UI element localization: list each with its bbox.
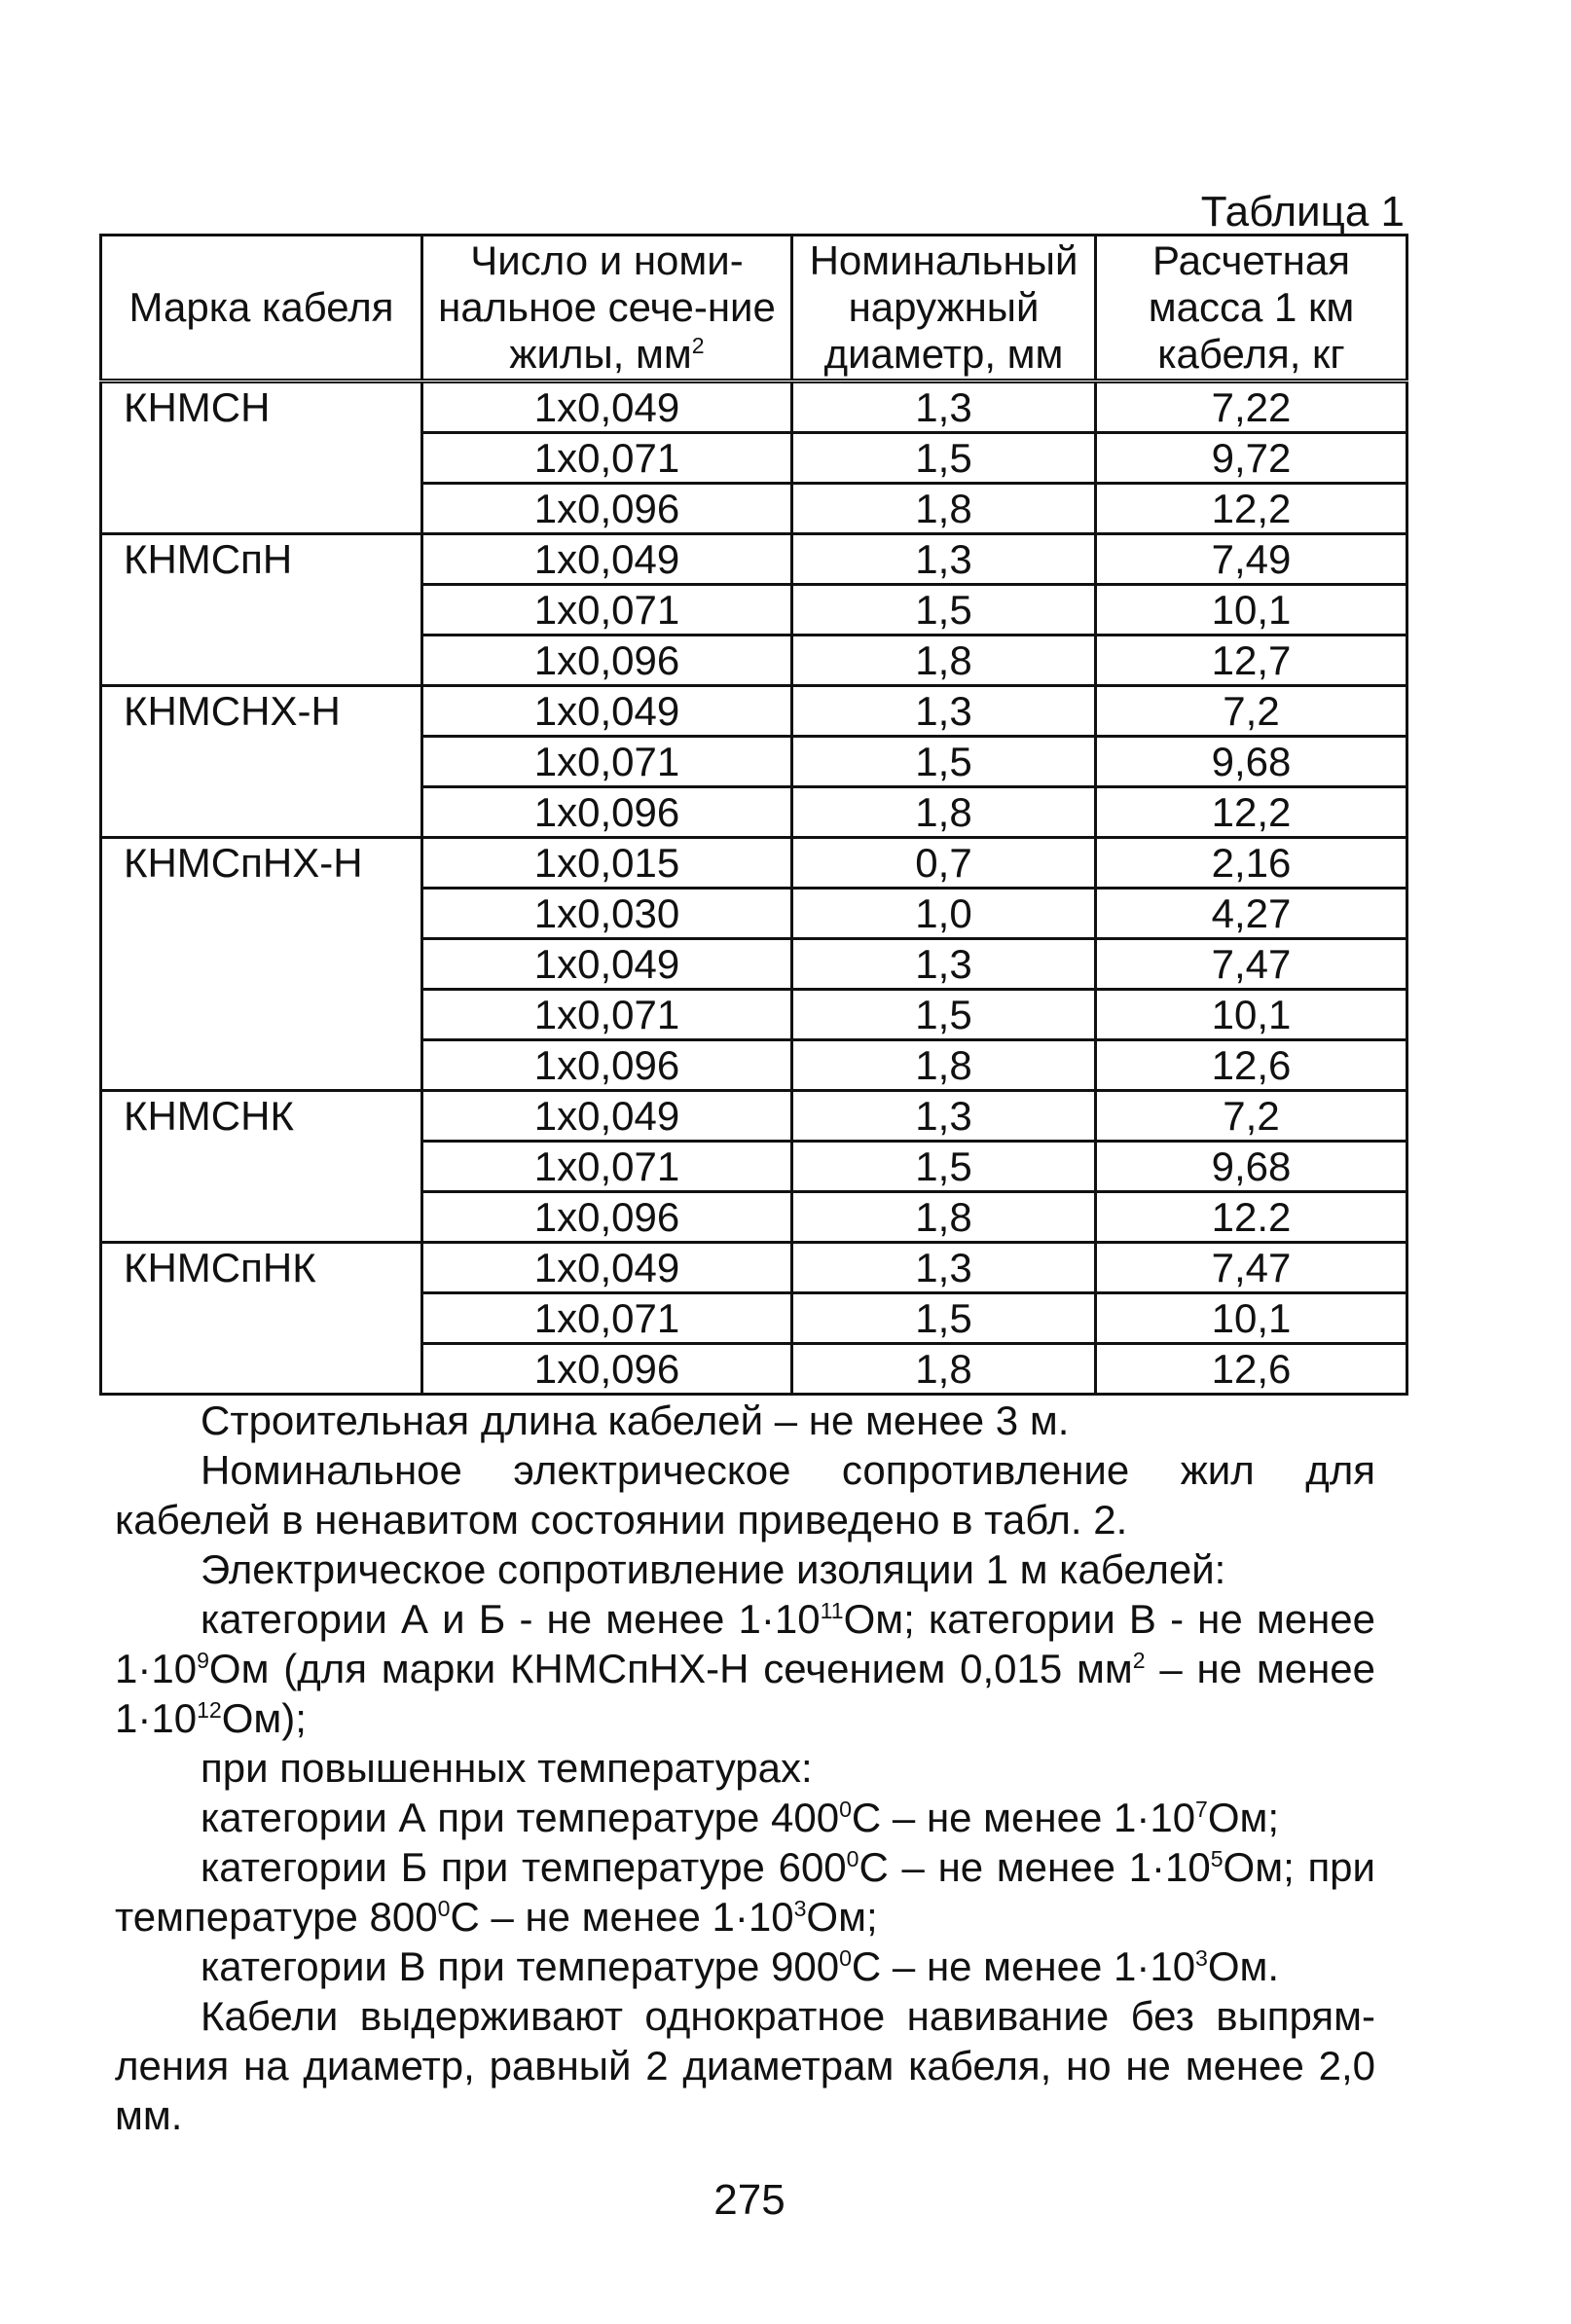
mass-cell: 10,1 xyxy=(1096,990,1407,1040)
diameter-cell: 1,8 xyxy=(792,1192,1096,1243)
diameter-cell: 1,8 xyxy=(792,787,1096,838)
text-paragraph xyxy=(115,1594,1375,1743)
cable-brand-cell: КНМСНК xyxy=(101,1091,422,1243)
mass-cell: 7,47 xyxy=(1096,939,1407,990)
diameter-cell: 1,8 xyxy=(792,635,1096,686)
mass-cell: 12,6 xyxy=(1096,1040,1407,1091)
body-text xyxy=(115,1396,1375,2140)
superscript: 3 xyxy=(1195,1945,1208,1971)
cross-section-cell: 1х0,071 xyxy=(422,1293,792,1344)
table-row xyxy=(101,381,1407,433)
mass-cell: 7,47 xyxy=(1096,1243,1407,1293)
cross-section-cell: 1х0,049 xyxy=(422,534,792,585)
diameter-cell: 1,3 xyxy=(792,686,1096,737)
mass-cell: 12.2 xyxy=(1096,1192,1407,1243)
cross-section-cell: 1х0,071 xyxy=(422,1142,792,1192)
mass-cell: 7,49 xyxy=(1096,534,1407,585)
text-run: С – не менее 1·10 xyxy=(450,1894,794,1940)
diameter-cell: 1,8 xyxy=(792,484,1096,534)
cross-section-cell: 1х0,015 xyxy=(422,838,792,889)
text-run: Ом; категории В - не менее 1·10 xyxy=(115,1596,1376,1691)
text-run: С – не менее 1·10 xyxy=(859,1844,1211,1890)
text-run: категории Б при температуре 600 xyxy=(201,1844,847,1890)
table-body xyxy=(101,381,1407,1395)
mass-cell: 7,22 xyxy=(1096,381,1407,433)
text-run: Ом; при температуре 800 xyxy=(115,1844,1376,1940)
diameter-cell: 1,3 xyxy=(792,534,1096,585)
diameter-cell: 1,5 xyxy=(792,433,1096,484)
header-mass: Расчетная масса 1 км кабеля, кг xyxy=(1096,236,1407,381)
cross-section-cell: 1х0,096 xyxy=(422,1040,792,1091)
table-caption: Таблица 1 xyxy=(1200,188,1405,236)
text-paragraph xyxy=(115,1991,1375,2140)
table-header-row xyxy=(101,236,1407,381)
mass-cell: 12,2 xyxy=(1096,484,1407,534)
cable-table xyxy=(99,234,1408,1396)
mass-cell: 2,16 xyxy=(1096,838,1407,889)
text-paragraph xyxy=(115,1842,1375,1942)
cross-section-cell: 1х0,071 xyxy=(422,585,792,635)
mass-cell: 12,6 xyxy=(1096,1344,1407,1395)
text-run: Номинальное электрическое сопротивление жил для кабелей в ненавитом состоянии приведено в табл. 2. xyxy=(115,1447,1375,1543)
header-diameter: Номинальный наружный диаметр, мм xyxy=(792,236,1096,381)
mass-cell: 12,7 xyxy=(1096,635,1407,686)
mass-cell: 10,1 xyxy=(1096,1293,1407,1344)
cable-brand-cell: КНМСпНХ-Н xyxy=(101,838,422,1091)
text-run: Электрическое сопротивление изоляции 1 м кабелей: xyxy=(201,1546,1226,1592)
header-cross-section xyxy=(422,236,792,381)
header-superscript: 2 xyxy=(691,333,705,358)
cable-brand-cell: КНМСпН xyxy=(101,534,422,686)
text-run: С – не менее 1·10 xyxy=(851,1943,1196,1989)
superscript: 3 xyxy=(793,1896,807,1921)
cross-section-cell: 1х0,049 xyxy=(422,1091,792,1142)
cross-section-cell: 1х0,049 xyxy=(422,1243,792,1293)
text-run: С – не менее 1·10 xyxy=(851,1795,1196,1840)
text-run: категории А при температуре 400 xyxy=(201,1795,840,1840)
text-paragraph xyxy=(115,1396,1375,1445)
text-run: Ом. xyxy=(1207,1943,1280,1989)
diameter-cell: 1,3 xyxy=(792,1091,1096,1142)
diameter-cell: 1,5 xyxy=(792,990,1096,1040)
superscript: 0 xyxy=(839,1945,852,1971)
mass-cell: 4,27 xyxy=(1096,889,1407,939)
superscript: 12 xyxy=(197,1697,222,1723)
cross-section-cell: 1х0,071 xyxy=(422,990,792,1040)
text-run: Ом; xyxy=(806,1894,878,1940)
diameter-cell: 1,5 xyxy=(792,585,1096,635)
mass-cell: 9,68 xyxy=(1096,737,1407,787)
text-run: категории А и Б - не менее 1·10 xyxy=(201,1596,821,1642)
table-row xyxy=(101,534,1407,585)
mass-cell: 7,2 xyxy=(1096,1091,1407,1142)
cross-section-cell: 1х0,071 xyxy=(422,737,792,787)
cross-section-cell: 1х0,030 xyxy=(422,889,792,939)
superscript: 7 xyxy=(1195,1797,1208,1822)
text-paragraph xyxy=(115,1544,1375,1594)
diameter-cell: 1,5 xyxy=(792,1142,1096,1192)
text-run: Ом); xyxy=(221,1695,307,1741)
cross-section-cell: 1х0,096 xyxy=(422,484,792,534)
diameter-cell: 0,7 xyxy=(792,838,1096,889)
text-run: Ом (для марки КНМСпНХ-Н сечением 0,015 мм xyxy=(208,1646,1133,1691)
text-run: категории В при температуре 900 xyxy=(201,1943,840,1989)
mass-cell: 10,1 xyxy=(1096,585,1407,635)
table-row xyxy=(101,1091,1407,1142)
superscript: 0 xyxy=(839,1797,852,1822)
cross-section-cell: 1х0,096 xyxy=(422,1344,792,1395)
table-row xyxy=(101,686,1407,737)
cross-section-cell: 1х0,071 xyxy=(422,433,792,484)
text-run: Ом; xyxy=(1207,1795,1280,1840)
page-number: 275 xyxy=(713,2176,786,2224)
diameter-cell: 1,5 xyxy=(792,737,1096,787)
cable-brand-cell: КНМСН xyxy=(101,381,422,534)
cross-section-cell: 1х0,049 xyxy=(422,381,792,433)
text-run: Строительная длина кабелей – не менее 3 м. xyxy=(201,1398,1070,1443)
table-row xyxy=(101,838,1407,889)
mass-cell: 7,2 xyxy=(1096,686,1407,737)
mass-cell: 9,72 xyxy=(1096,433,1407,484)
diameter-cell: 1,3 xyxy=(792,939,1096,990)
header-cross-section-label: Число и номи-нальное сече-ние жилы, мм xyxy=(438,237,776,377)
header-brand: Марка кабеля xyxy=(101,236,422,381)
cross-section-cell: 1х0,096 xyxy=(422,1192,792,1243)
cable-brand-cell: КНМСНХ-Н xyxy=(101,686,422,838)
table-row xyxy=(101,1243,1407,1293)
text-paragraph xyxy=(115,1793,1375,1842)
text-run: – не менее 1·10 xyxy=(115,1646,1375,1741)
superscript: 0 xyxy=(437,1896,451,1921)
cross-section-cell: 1х0,096 xyxy=(422,787,792,838)
mass-cell: 12,2 xyxy=(1096,787,1407,838)
text-run: Кабели выдерживают однократное навивание без выпрям-ления на диаметр, равный 2 диаметрам кабеля, но не менее 2,0 мм. xyxy=(115,1993,1375,2138)
superscript: 0 xyxy=(846,1846,859,1871)
text-paragraph xyxy=(115,1445,1375,1544)
diameter-cell: 1,5 xyxy=(792,1293,1096,1344)
diameter-cell: 1,0 xyxy=(792,889,1096,939)
cross-section-cell: 1х0,049 xyxy=(422,686,792,737)
text-paragraph xyxy=(115,1743,1375,1793)
superscript: 9 xyxy=(197,1648,209,1673)
diameter-cell: 1,8 xyxy=(792,1344,1096,1395)
cross-section-cell: 1х0,049 xyxy=(422,939,792,990)
diameter-cell: 1,3 xyxy=(792,381,1096,433)
cross-section-cell: 1х0,096 xyxy=(422,635,792,686)
diameter-cell: 1,3 xyxy=(792,1243,1096,1293)
diameter-cell: 1,8 xyxy=(792,1040,1096,1091)
mass-cell: 9,68 xyxy=(1096,1142,1407,1192)
superscript: 11 xyxy=(820,1598,844,1623)
text-paragraph xyxy=(115,1942,1375,1991)
cable-brand-cell: КНМСпНК xyxy=(101,1243,422,1395)
superscript: 2 xyxy=(1132,1648,1146,1673)
superscript: 5 xyxy=(1210,1846,1224,1871)
text-run: при повышенных температурах: xyxy=(201,1745,813,1791)
